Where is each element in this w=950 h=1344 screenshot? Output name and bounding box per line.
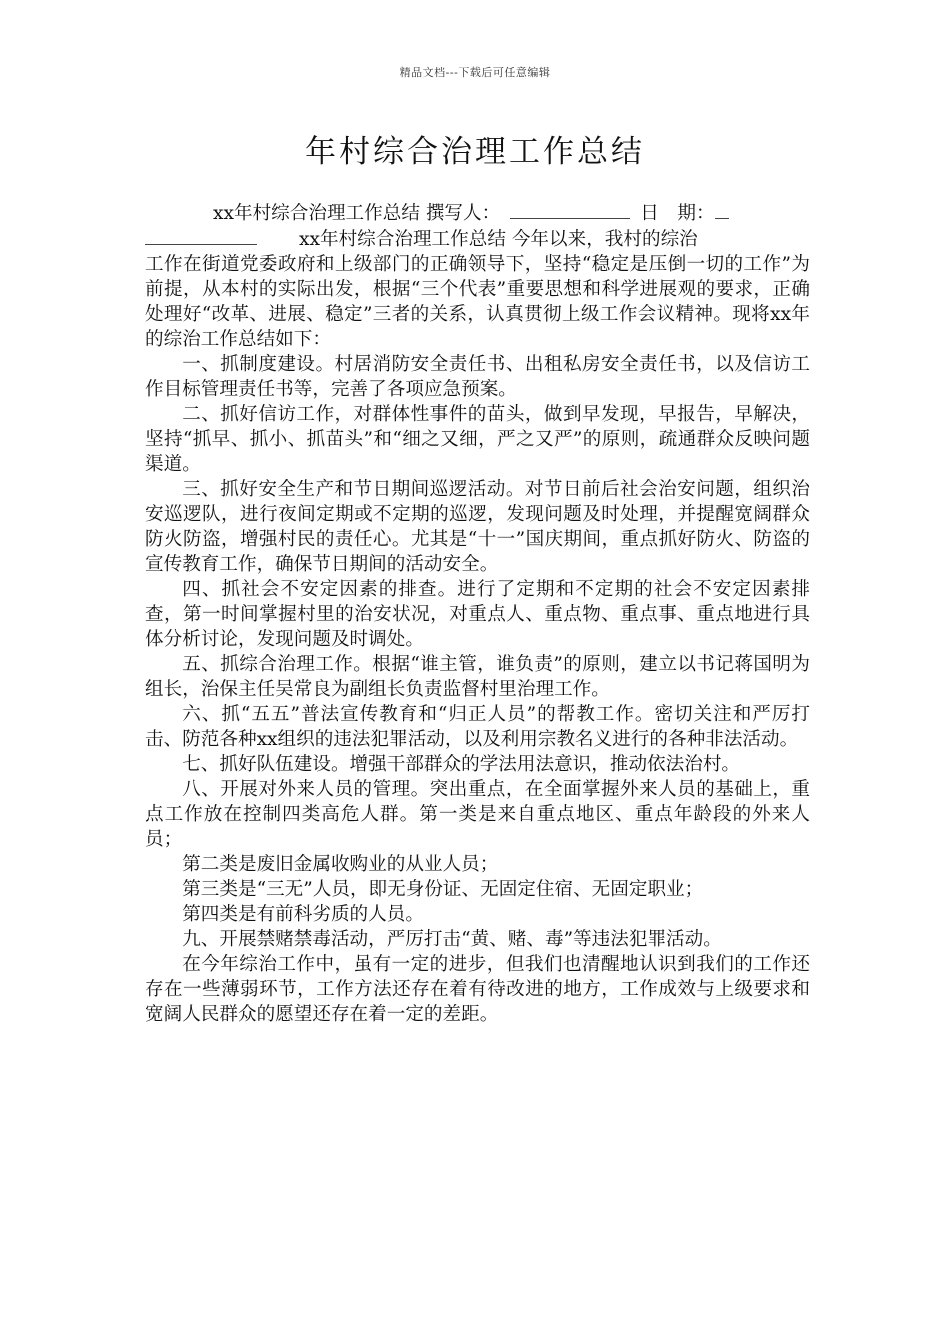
paragraph-4: 四、抓社会不安定因素的排查。进行了定期和不定期的社会不安定因素排查，第一时间掌握村里的治安状况，对重点人、重点物、重点事、重点地进行具体分析讨论，发现问题及时调处。 — [145, 579, 810, 650]
paragraph-9: 九、开展禁赌禁毒活动，严厉打击“黄、赌、毒”等违法犯罪活动。 — [182, 929, 722, 950]
paragraph-3: 三、抓好安全生产和节日期间巡逻活动。对节日前后社会治安问题，组织治安巡逻队，进行夜间定期或不定期的巡逻，发现问题及时处理，并提醒宽阔群众防火防盗，增强村民的责任心。尤其是“十一”国庆期间，重点抓好防火、防盗的宣传教育工作，确保节日期间的活动安全。 — [145, 479, 810, 575]
paragraph-5: 五、抓综合治理工作。根据“谁主管，谁负责”的原则，建立以书记蒋国明为组长，治保主任吴常良为副组长负责监督村里治理工作。 — [145, 654, 810, 700]
document-body — [145, 200, 810, 1027]
paragraph-2: 二、抓好信访工作，对群体性事件的苗头，做到早发现，早报告，早解决，坚持“抓早、抓小、抓苗头”和“细之又细，严之又严”的原则，疏通群众反映问题渠道。 — [145, 404, 810, 475]
paragraph-8-class-4: 第四类是有前科劣质的人员。 — [182, 904, 424, 925]
paragraph-8-class-3: 第三类是“三无”人员，即无身份证、无固定住宿、无固定职业； — [182, 879, 704, 900]
intro-line — [145, 226, 810, 252]
date-label: 日 期： — [640, 203, 715, 224]
meta-line — [145, 200, 810, 226]
intro-continuation: xx年村综合治理工作总结 今年以来，我村的综治 — [299, 229, 698, 250]
paragraph-8-class-2: 第二类是废旧金属收购业的从业人员； — [182, 854, 499, 875]
paragraph-6: 六、抓“五五”普法宣传教育和“归正人员”的帮教工作。密切关注和严厉打击、防范各种xx组织的违法犯罪活动，以及利用宗教名义进行的各种非法活动。 — [145, 704, 810, 750]
paragraph-1: 一、抓制度建设。村居消防安全责任书、出租私房安全责任书，以及信访工作目标管理责任书等，完善了各项应急预案。 — [145, 354, 810, 400]
paragraph-intro: 工作在街道党委政府和上级部门的正确领导下，坚持“稳定是压倒一切的工作”为前提，从本村的实际出发，根据“三个代表”重要思想和科学进展观的要求，正确处理好“改革、进展、稳定”三者的关系，认真贯彻上级工作会议精神。现将xx年的综治工作总结如下： — [145, 254, 810, 350]
document-title: 年村综合治理工作总结 — [305, 134, 645, 170]
paragraph-7: 七、抓好队伍建设。增强干部群众的学法用法意识，推动依法治村。 — [182, 754, 741, 775]
meta-prefix: xx年村综合治理工作总结 撰写人： — [213, 203, 501, 224]
date-blank — [715, 200, 729, 219]
header-note: 精品文档---下载后可任意编辑 — [399, 66, 551, 79]
paragraph-conclusion: 在今年综治工作中，虽有一定的进步，但我们也清醒地认识到我们的工作还存在一些薄弱环节，工作方法还存在着有待改进的地方，工作成效与上级要求和宽阔人民群众的愿望还存在着一定的差距。 — [145, 954, 810, 1025]
paragraph-8: 八、开展对外来人员的管理。突出重点，在全面掌握外来人员的基础上，重点工作放在控制四类高危人群。第一类是来自重点地区、重点年龄段的外来人员； — [145, 779, 810, 850]
author-blank — [510, 200, 630, 219]
date-blank-continued — [145, 226, 257, 245]
